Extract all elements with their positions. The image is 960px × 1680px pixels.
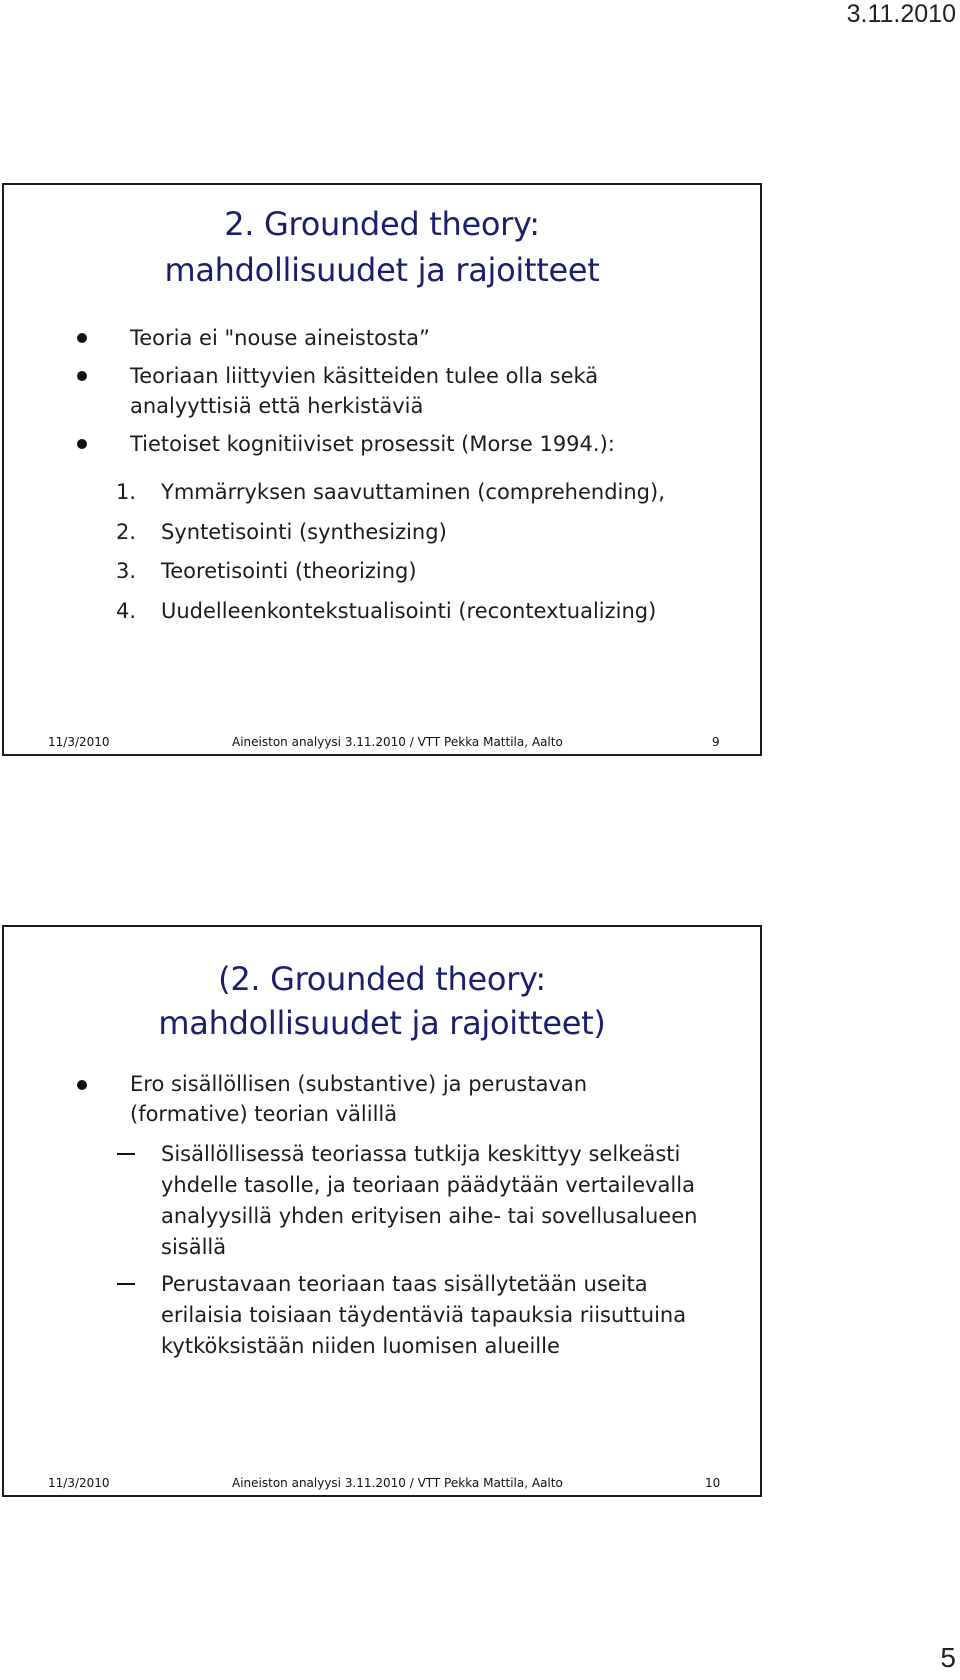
sub-bullet-text: Perustavaan teoriaan taas sisällytetään useita [161,1272,648,1296]
slide-number: 9 [712,735,720,749]
bullet-text-continued: (formative) teorian välillä [130,1102,398,1126]
sub-bullet-text: Sisällöllisessä teoriassa tutkija keskittyy selkeästi [161,1142,681,1166]
numbered-marker: 4. [116,599,137,623]
page-number: 5 [940,1642,956,1673]
bullet-dot [77,439,87,449]
slide-title-line-1: (2. Grounded theory: [218,960,546,998]
sub-bullet-text-continued: erilaisia toisiaan täydentäviä tapauksia riisuttuina [161,1303,687,1327]
numbered-item: Uudelleenkontekstualisointi (recontextualizing) [161,599,657,623]
sub-bullet-text-continued: kytköksistään niiden luomisen alueille [161,1334,560,1358]
slide-title-line-2: mahdollisuudet ja rajoitteet [164,251,600,289]
slide-title-line-2: mahdollisuudet ja rajoitteet) [158,1004,606,1042]
numbered-marker: 3. [116,559,137,583]
footer-title: Aineiston analyysi 3.11.2010 / VTT Pekka Mattila, Aalto [232,1476,563,1490]
footer-date: 11/3/2010 [48,1476,110,1490]
bullet-text: Teoria ei "nouse aineistosta” [130,326,430,350]
footer-title: Aineiston analyysi 3.11.2010 / VTT Pekka Mattila, Aalto [232,735,563,749]
sub-bullet-text-continued: analyysillä yhden erityisen aihe- tai sovellusalueen [161,1204,698,1228]
bullet-dot [77,333,87,343]
sub-bullet-text-continued: sisällä [161,1235,227,1259]
slide-number: 10 [705,1476,721,1490]
bullet-dot [77,371,87,381]
sub-bullet-dash [117,1283,135,1285]
slide-footer [4,730,760,754]
bullet-dot [77,1080,87,1090]
numbered-marker: 2. [116,520,137,544]
bullet-text: Teoriaan liittyvien käsitteiden tulee olla sekä [130,364,599,388]
sub-bullet-text-continued: yhdelle tasolle, ja teoriaan päädytään vertailevalla [161,1173,695,1197]
slide-footer [4,1471,760,1495]
bullet-text: Tietoiset kognitiiviset prosessit (Morse 1994.): [130,432,615,456]
footer-date: 11/3/2010 [48,735,110,749]
bullet-text-continued: analyyttisiä että herkistäviä [130,394,424,418]
numbered-item: Ymmärryksen saavuttaminen (comprehending), [161,480,665,504]
numbered-marker: 1. [116,480,137,504]
numbered-item: Syntetisointi (synthesizing) [161,520,447,544]
sub-bullet-dash [117,1153,135,1155]
slide-9 [2,183,762,756]
page-date: 3.11.2010 [846,0,956,28]
slide-10 [2,925,762,1497]
bullet-text: Ero sisällöllisen (substantive) ja perustavan [130,1072,588,1096]
numbered-item: Teoretisointi (theorizing) [161,559,417,583]
slide-title-line-1: 2. Grounded theory: [224,205,540,243]
